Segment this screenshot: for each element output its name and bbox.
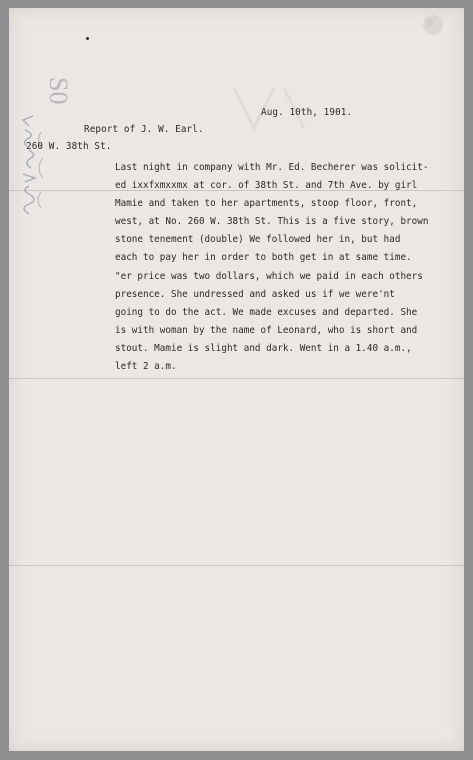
ink-dot	[86, 37, 89, 40]
fold-line	[9, 565, 464, 566]
fold-line	[9, 378, 464, 379]
body-line: stone tenement (double) We followed her in, but had	[115, 234, 401, 246]
body-line: ed ixxfxmxxmx at cor. of 38th St. and 7th Ave. by girl	[115, 180, 418, 192]
body-line: Mamie and taken to her apartments, stoop floor, front,	[115, 198, 418, 210]
body-line: stout. Mamie is slight and dark. Went in a 1.40 a.m.,	[115, 342, 412, 354]
svg-text:S0: S0	[44, 77, 73, 105]
body-line: "er price was two dollars, which we paid in each others	[115, 270, 423, 282]
stain-icon	[420, 12, 446, 38]
report-address: 260 W. 38th St.	[26, 141, 112, 152]
document-page	[9, 8, 464, 751]
handwritten-note-icon	[11, 108, 51, 218]
body-line: presence. She undressed and asked us if we were'nt	[115, 288, 395, 300]
body-line: left 2 a.m.	[115, 361, 177, 373]
body-line: is with woman by the name of Leonard, who is short and	[115, 324, 418, 336]
body-line: each to pay her in order to both get in at same time.	[115, 252, 412, 264]
report-body	[115, 159, 428, 376]
body-line: west, at No. 260 W. 38th St. This is a five story, brown	[115, 216, 429, 228]
body-line: Last night in company with Mr. Ed. Becherer was solicit-	[115, 162, 429, 173]
report-author: Report of J. W. Earl.	[84, 124, 204, 135]
S0-icon	[34, 75, 74, 105]
body-line: going to do the act. We made excuses and departed. She	[115, 306, 418, 318]
report-date: Aug. 10th, 1901.	[261, 107, 353, 118]
